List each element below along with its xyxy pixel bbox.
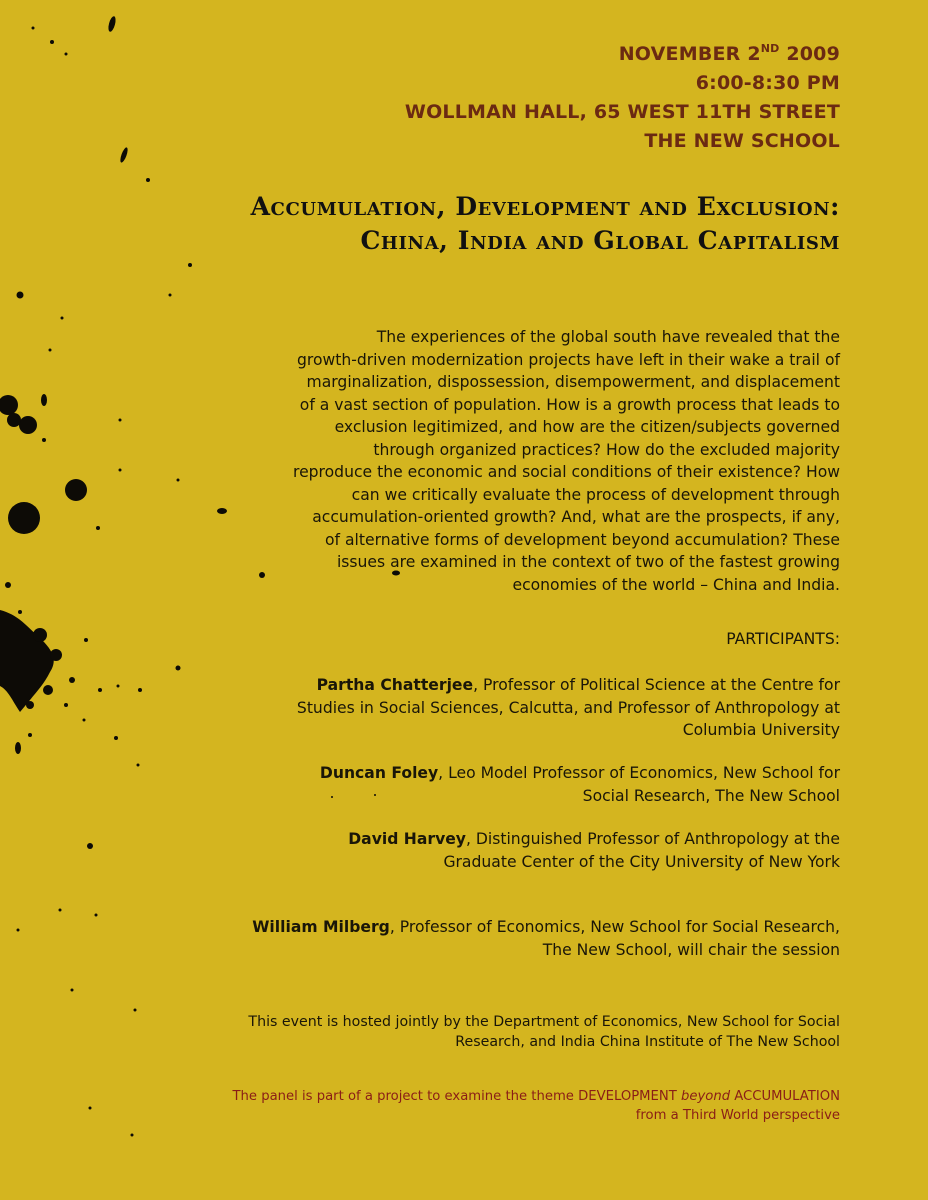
description-line: can we critically evaluate the process of development through (351, 485, 840, 504)
description-line: issues are examined in the context of two of the fastest growing (336, 553, 840, 571)
participant-milberg: William Milberg, Professor of Economics, New School for Social Research, The New School, will chair the session (252, 918, 840, 959)
participant-name: William Milberg (252, 918, 390, 936)
event-institution: THE NEW SCHOOL (644, 130, 840, 152)
title-line-1: Accumulation, Development and Exclusion: (250, 192, 840, 221)
participant-name: David Harvey (348, 830, 466, 848)
event-details (405, 34, 840, 156)
description-line: of alternative forms of development beyond accumulation? These (324, 530, 840, 549)
participant-harvey: David Harvey, Distinguished Professor of Anthropology at the Graduate Center of the City University of New York (348, 830, 840, 871)
event-title (251, 190, 840, 258)
participant-name: Duncan Foley (319, 764, 439, 782)
participant-foley: Duncan Foley, Leo Model Professor of Economics, New School for Social Research, The New School (319, 764, 840, 805)
event-location: WOLLMAN HALL, 65 WEST 11TH STREET (404, 101, 840, 123)
participant-name: Partha Chatterjee (316, 676, 474, 694)
description-line: The experiences of the global south have revealed that the (376, 328, 840, 346)
event-time: 6:00-8:30 PM (695, 72, 840, 94)
project-note: The panel is part of a project to examine the theme DEVELOPMENT beyond ACCUMULATION from a Third World perspective (232, 1089, 840, 1123)
description-line: exclusion legitimized, and how are the citizen/subjects governed (334, 418, 840, 436)
description-line: of a vast section of population. How is a growth process that leads to (299, 395, 840, 414)
title-line-2: China, India and Global Capitalism (360, 226, 840, 255)
description-line: marginalization, dispossession, disempowerment, and displacement (306, 373, 840, 391)
description-line: through organized practices? How do the excluded majority (373, 440, 840, 459)
event-date: NOVEMBER 2ND 2009 (618, 42, 840, 65)
description-line: reproduce the economic and social conditions of their existence? How (293, 463, 840, 481)
participants-heading: PARTICIPANTS: (726, 630, 840, 648)
hosting-note: This event is hosted jointly by the Department of Economics, New School for Social Research, and India China Institute of The New School (248, 1014, 840, 1050)
event-description (190, 326, 840, 596)
description-line: accumulation-oriented growth? And, what are the prospects, if any, (312, 508, 840, 526)
participant-chatterjee: Partha Chatterjee, Professor of Political Science at the Centre for Studies in Social Sciences, Calcutta, and Professor of Anthropology at Columbia University (296, 676, 840, 739)
description-line: economies of the world – China and India. (512, 575, 840, 594)
description-line: growth-driven modernization projects have left in their wake a trail of (296, 350, 840, 369)
